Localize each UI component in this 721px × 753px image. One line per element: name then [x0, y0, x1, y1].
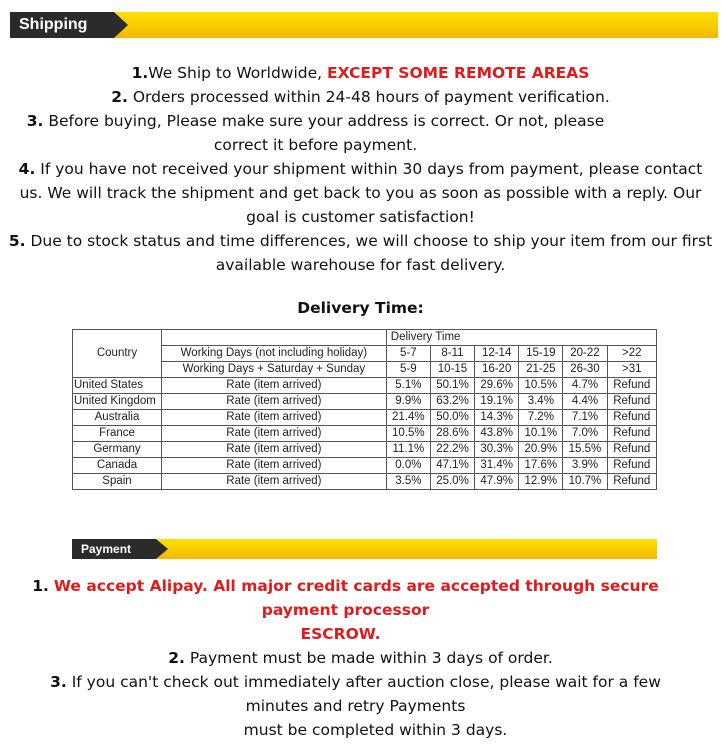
- rate-cell: 20.9%: [519, 442, 563, 458]
- rate-cell: 4.4%: [563, 394, 607, 410]
- item-number: 5.: [8, 232, 26, 250]
- rate-cell: 0.0%: [386, 458, 430, 474]
- shipping-item-2: [0, 85, 721, 109]
- table-row: [73, 474, 657, 490]
- rate-cell: 10.5%: [386, 426, 430, 442]
- range-cell: 21-25: [519, 362, 563, 378]
- rate-cell: 9.9%: [386, 394, 430, 410]
- rate-cell: 15.5%: [563, 442, 607, 458]
- payment-bar-fill: [156, 539, 657, 559]
- payment-item-1: [0, 574, 721, 622]
- country-cell: United Kingdom: [73, 394, 162, 410]
- range-cell: 20-22: [563, 346, 607, 362]
- rate-cell: 7.0%: [563, 426, 607, 442]
- rate-cell: 19.1%: [475, 394, 519, 410]
- item-number: 2.: [111, 88, 128, 106]
- range-cell: 16-20: [475, 362, 519, 378]
- shipping-bar-fill: [114, 12, 718, 38]
- table-row: [73, 426, 657, 442]
- shipping-item-4: [0, 157, 721, 229]
- rate-label-cell: Rate (item arrived): [162, 410, 387, 426]
- payment-item-3: [0, 670, 721, 718]
- rate-cell: 47.1%: [430, 458, 474, 474]
- rate-cell: 7.2%: [519, 410, 563, 426]
- item-text: Before buying, Please make sure your address is correct. Or not, please correct it before payment.: [43, 112, 605, 154]
- shipping-item-3: [0, 109, 721, 157]
- country-cell: United States: [73, 378, 162, 394]
- rate-cell: 43.8%: [475, 426, 519, 442]
- rate-cell: 21.4%: [386, 410, 430, 426]
- rate-cell: Refund: [607, 442, 656, 458]
- country-cell: France: [73, 426, 162, 442]
- country-cell: Spain: [73, 474, 162, 490]
- table-header-row: [73, 330, 657, 346]
- rate-label-cell: Rate (item arrived): [162, 458, 387, 474]
- rate-cell: Refund: [607, 426, 656, 442]
- rate-cell: 11.1%: [386, 442, 430, 458]
- rate-cell: 25.0%: [430, 474, 474, 490]
- item-number: 3.: [50, 673, 67, 691]
- rate-label-cell: Rate (item arrived): [162, 442, 387, 458]
- rate-cell: 47.9%: [475, 474, 519, 490]
- item-text: Orders processed within 24-48 hours of payment verification.: [127, 88, 610, 106]
- delivery-time-title: Delivery Time:: [297, 299, 424, 317]
- rate-cell: 12.9%: [519, 474, 563, 490]
- rate-cell: 3.4%: [519, 394, 563, 410]
- rate-cell: Refund: [607, 410, 656, 426]
- rate-cell: 28.6%: [430, 426, 474, 442]
- item-number: 3.: [26, 112, 44, 130]
- country-cell: Canada: [73, 458, 162, 474]
- rate-cell: 4.7%: [563, 378, 607, 394]
- table-row: [73, 442, 657, 458]
- item-number: 1.: [32, 577, 49, 595]
- shipping-policy: [0, 61, 721, 277]
- rate-label-cell: Rate (item arrived): [162, 394, 387, 410]
- rate-cell: 17.6%: [519, 458, 563, 474]
- item-number: 2.: [168, 649, 185, 667]
- table-row: [73, 394, 657, 410]
- rate-cell: 7.1%: [563, 410, 607, 426]
- payment-item-2: [0, 646, 721, 670]
- rate-cell: 10.5%: [519, 378, 563, 394]
- shipping-section-bar: [10, 12, 718, 38]
- item-number: 1.: [131, 64, 149, 82]
- rate-cell: 30.3%: [475, 442, 519, 458]
- item-number: 4.: [18, 160, 36, 178]
- rate-cell: 5.1%: [386, 378, 430, 394]
- rate-label-cell: Rate (item arrived): [162, 426, 387, 442]
- payment-item-1-escrow: [0, 622, 721, 646]
- table-row: [73, 410, 657, 426]
- range-cell: 12-14: [475, 346, 519, 362]
- rate-cell: 50.0%: [430, 410, 474, 426]
- rate-cell: 10.1%: [519, 426, 563, 442]
- range-cell: 10-15: [430, 362, 474, 378]
- item-text: If you can't check out immediately after auction close, please wait for a few minutes and retry Payments: [66, 673, 661, 715]
- item-text: We Ship to Worldwide,: [148, 64, 328, 82]
- country-cell: Australia: [73, 410, 162, 426]
- payment-bar-label: Payment: [72, 539, 156, 559]
- range-cell: >22: [607, 346, 656, 362]
- table-row: [73, 378, 657, 394]
- shipping-bar-label: Shipping: [10, 12, 114, 38]
- rate-label-cell: Rate (item arrived): [162, 378, 387, 394]
- escrow-text: ESCROW.: [300, 625, 381, 643]
- range-cell: 15-19: [519, 346, 563, 362]
- rate-cell: 29.6%: [475, 378, 519, 394]
- payment-item-3-cont: [0, 718, 721, 742]
- shipping-item-1: [0, 61, 721, 85]
- delivery-time-header: Delivery Time: [386, 330, 656, 346]
- rate-cell: Refund: [607, 474, 656, 490]
- range-cell: 5-9: [386, 362, 430, 378]
- rate-cell: Refund: [607, 378, 656, 394]
- range-cell: 5-7: [386, 346, 430, 362]
- rate-cell: 50.1%: [430, 378, 474, 394]
- calendar-days-label: Working Days + Saturday + Sunday: [162, 362, 387, 378]
- rate-cell: Refund: [607, 458, 656, 474]
- rate-cell: 14.3%: [475, 410, 519, 426]
- shipping-item-5: [0, 229, 721, 277]
- item-text: Due to stock status and time differences, we will choose to ship your item from our first available warehouse for fast delivery.: [25, 232, 713, 274]
- country-cell: Germany: [73, 442, 162, 458]
- rate-cell: 22.2%: [430, 442, 474, 458]
- rate-cell: 3.5%: [386, 474, 430, 490]
- alipay-notice: We accept Alipay. All major credit cards are accepted through secure payment processor: [53, 577, 659, 619]
- range-cell: 8-11: [430, 346, 474, 362]
- rate-cell: Refund: [607, 394, 656, 410]
- item-text: Payment must be made within 3 days of order.: [184, 649, 553, 667]
- country-header: Country: [73, 330, 162, 378]
- item-text: must be completed within 3 days.: [243, 721, 508, 739]
- delivery-time-table: [72, 329, 657, 490]
- remote-areas-highlight: EXCEPT SOME REMOTE AREAS: [327, 64, 590, 82]
- rate-cell: 10.7%: [563, 474, 607, 490]
- range-cell: 26-30: [563, 362, 607, 378]
- item-text: If you have not received your shipment within 30 days from payment, please contact us. We will track the shipment and get back to you as soon as possible with a reply. Our goal is customer satisfaction!: [19, 160, 703, 226]
- table-row: [73, 458, 657, 474]
- rate-label-cell: Rate (item arrived): [162, 474, 387, 490]
- rate-cell: 63.2%: [430, 394, 474, 410]
- range-cell: >31: [607, 362, 656, 378]
- working-days-label: Working Days (not including holiday): [162, 346, 387, 362]
- rate-cell: 3.9%: [563, 458, 607, 474]
- payment-policy: [0, 574, 721, 742]
- header-empty-cell: [162, 330, 387, 346]
- rate-cell: 31.4%: [475, 458, 519, 474]
- payment-section-bar: [72, 539, 657, 559]
